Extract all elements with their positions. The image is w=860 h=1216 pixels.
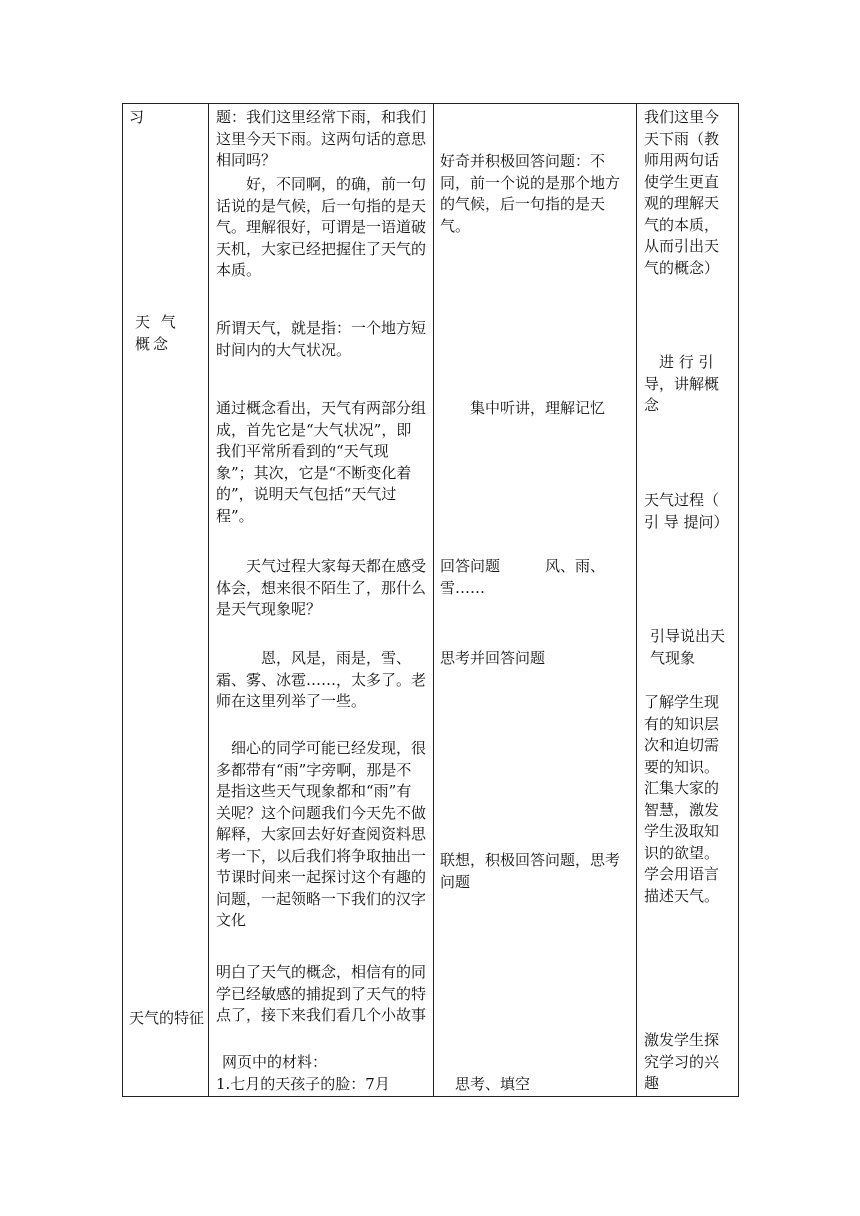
table-left-border xyxy=(122,103,123,1097)
student-text-6: 思考、填空 xyxy=(440,1075,531,1093)
teacher-text-8: 明白了天气的概念，相信有的同学已经敏感的捕捉到了天气的特点了，接下来我们看几个小故事 xyxy=(216,963,427,1024)
student-text-5: 联想，积极回答问题，思考问题 xyxy=(440,851,621,891)
teacher-text-4: 通过概念看出，天气有两部分组成，首先它是“大气状况”，即我们平常所看到的“天气现象”；其次，它是“不断变化着的”，说明天气包括“天气过程”。 xyxy=(216,399,427,525)
teacher-text-9: 网页中的材料： xyxy=(222,1053,328,1071)
teacher-text-2: 好，不同啊，的确，前一句话说的是气候，后一句指的是天气。理解很好，可谓是一语道破天机，大家已经把握住了天气的本质。 xyxy=(216,175,427,279)
student-text-4: 思考并回答问题 xyxy=(440,649,546,667)
intent-text-1: 我们这里今天下雨（教师用两句话使学生更直观的理解天气的本质，从而引出天气的概念） xyxy=(644,108,720,277)
intent-text-5: 了解学生现有的知识层次和迫切需要的知识。汇集大家的智慧，激发学生汲取知识的欲望。学会用语言描述天气。 xyxy=(644,693,720,905)
section-label-weather-features xyxy=(129,1008,205,1030)
column-divider-2 xyxy=(433,103,434,1097)
intent-text-4: 引导说出天气现象 xyxy=(650,627,726,667)
student-text-1: 好奇并积极回答问题：不同，前一个说的是那个地方的气候，后一句指的是天气。 xyxy=(440,152,621,235)
table-bottom-border xyxy=(122,1096,739,1097)
table-right-border xyxy=(738,103,739,1097)
section-label-text: 习 xyxy=(129,108,145,126)
column-divider-3 xyxy=(636,103,637,1097)
teacher-text-3: 所谓天气，就是指：一个地方短时间内的大气状况。 xyxy=(216,319,427,359)
section-label-weather-concept xyxy=(129,312,201,355)
table-top-border xyxy=(122,103,739,104)
teacher-text-5: 天气过程大家每天都在感受体会，想来很不陌生了，那什么是天气现象呢？ xyxy=(216,557,427,618)
teacher-text-6: 恩，风是，雨是，雪、霜、雾、冰雹……，太多了。老师在这里列举了一些。 xyxy=(216,649,427,710)
intent-text-3: 天气过程（ 引 导 提问） xyxy=(644,491,729,531)
intent-text-6: 激发学生探究学习的兴趣 xyxy=(644,1031,720,1092)
student-text-3: 回答问题 风、雨、雪…… xyxy=(440,557,606,597)
section-label-text: 天气的特征 xyxy=(129,1009,205,1027)
intent-text-2: 进 行 引导，讲解概念 xyxy=(644,353,720,414)
teacher-text-10: 1.七月的天孩子的脸：7月 xyxy=(216,1075,390,1093)
section-label-text: 天 气 概念 xyxy=(135,313,187,353)
column-divider-1 xyxy=(208,103,209,1097)
section-label-xi xyxy=(129,107,205,129)
student-text-2: 集中听讲，理解记忆 xyxy=(440,399,606,417)
teacher-text-7: 细心的同学可能已经发现，很多都带有“雨”字旁啊，那是不是指这些天气现象都和“雨”有关呢？这个问题我们今天先不做解释，大家回去好好查阅资料思考一下，以后我们将争取抽出一节课时间来一起探讨这个有趣的问题，一起领略一下我们的汉字文化 xyxy=(216,739,427,929)
teacher-text-1: 题：我们这里经常下雨，和我们这里今天下雨。这两句话的意思相同吗？ xyxy=(216,108,427,169)
